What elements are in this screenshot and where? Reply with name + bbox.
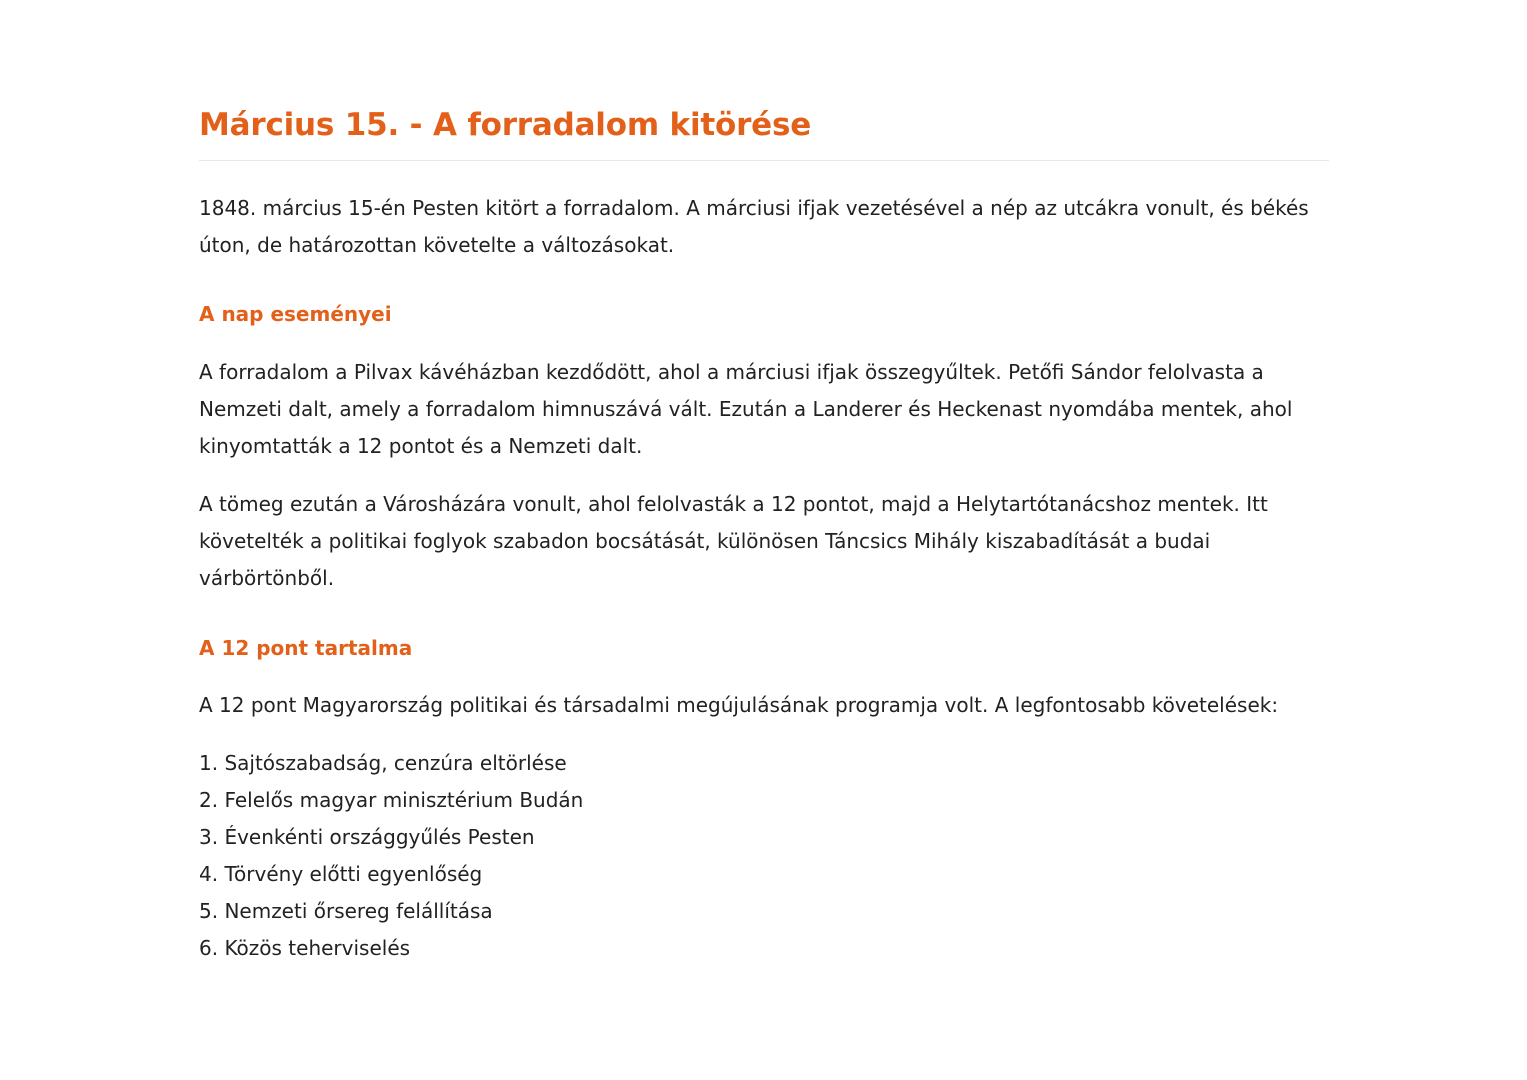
list-item: 6. Közös teherviselés [199, 936, 411, 960]
list-item: 2. Felelős magyar minisztérium Budán [199, 788, 584, 812]
intro-paragraph: 1848. március 15-én Pesten kitört a forradalom. A márciusi ifjak vezetésével a nép az utcákra vonult, és békés úton, de határozottan követelte a változásokat. [199, 196, 1309, 257]
list-item: 3. Évenkénti országgyűlés Pesten [199, 825, 535, 849]
page-title: Március 15. - A forradalom kitörése [199, 107, 812, 143]
events-paragraph-1: A forradalom a Pilvax kávéházban kezdődött, ahol a márciusi ifjak összegyűltek. Petőfi Sándor felolvasta a Nemzeti dalt, amely a forradalom himnuszává vált. Ezután a Landerer és Heckenast nyomdába mentek, ahol kinyomtatták a 12 pontot és a Nemzeti dalt. [199, 360, 1293, 458]
list-item: 4. Törvény előtti egyenlőség [199, 862, 483, 886]
list-item: 5. Nemzeti őrsereg felállítása [199, 899, 493, 923]
12-points-list [199, 745, 583, 967]
title-divider [199, 160, 1329, 161]
12-points-paragraph: A 12 pont Magyarország politikai és társadalmi megújulásának programja volt. A legfontosabb követelések: [199, 693, 1279, 717]
list-item: 1. Sajtószabadság, cenzúra eltörlése [199, 751, 567, 775]
events-paragraph-2: A tömeg ezután a Városházára vonult, ahol felolvasták a 12 pontot, majd a Helytartótanácshoz mentek. Itt követelték a politikai foglyok szabadon bocsátását, különösen Táncsics Mihály kiszabadítását a budai várbörtönből. [199, 492, 1268, 590]
section-heading-12-points: A 12 pont tartalma [199, 636, 413, 660]
section-heading-events: A nap eseményei [199, 302, 392, 326]
